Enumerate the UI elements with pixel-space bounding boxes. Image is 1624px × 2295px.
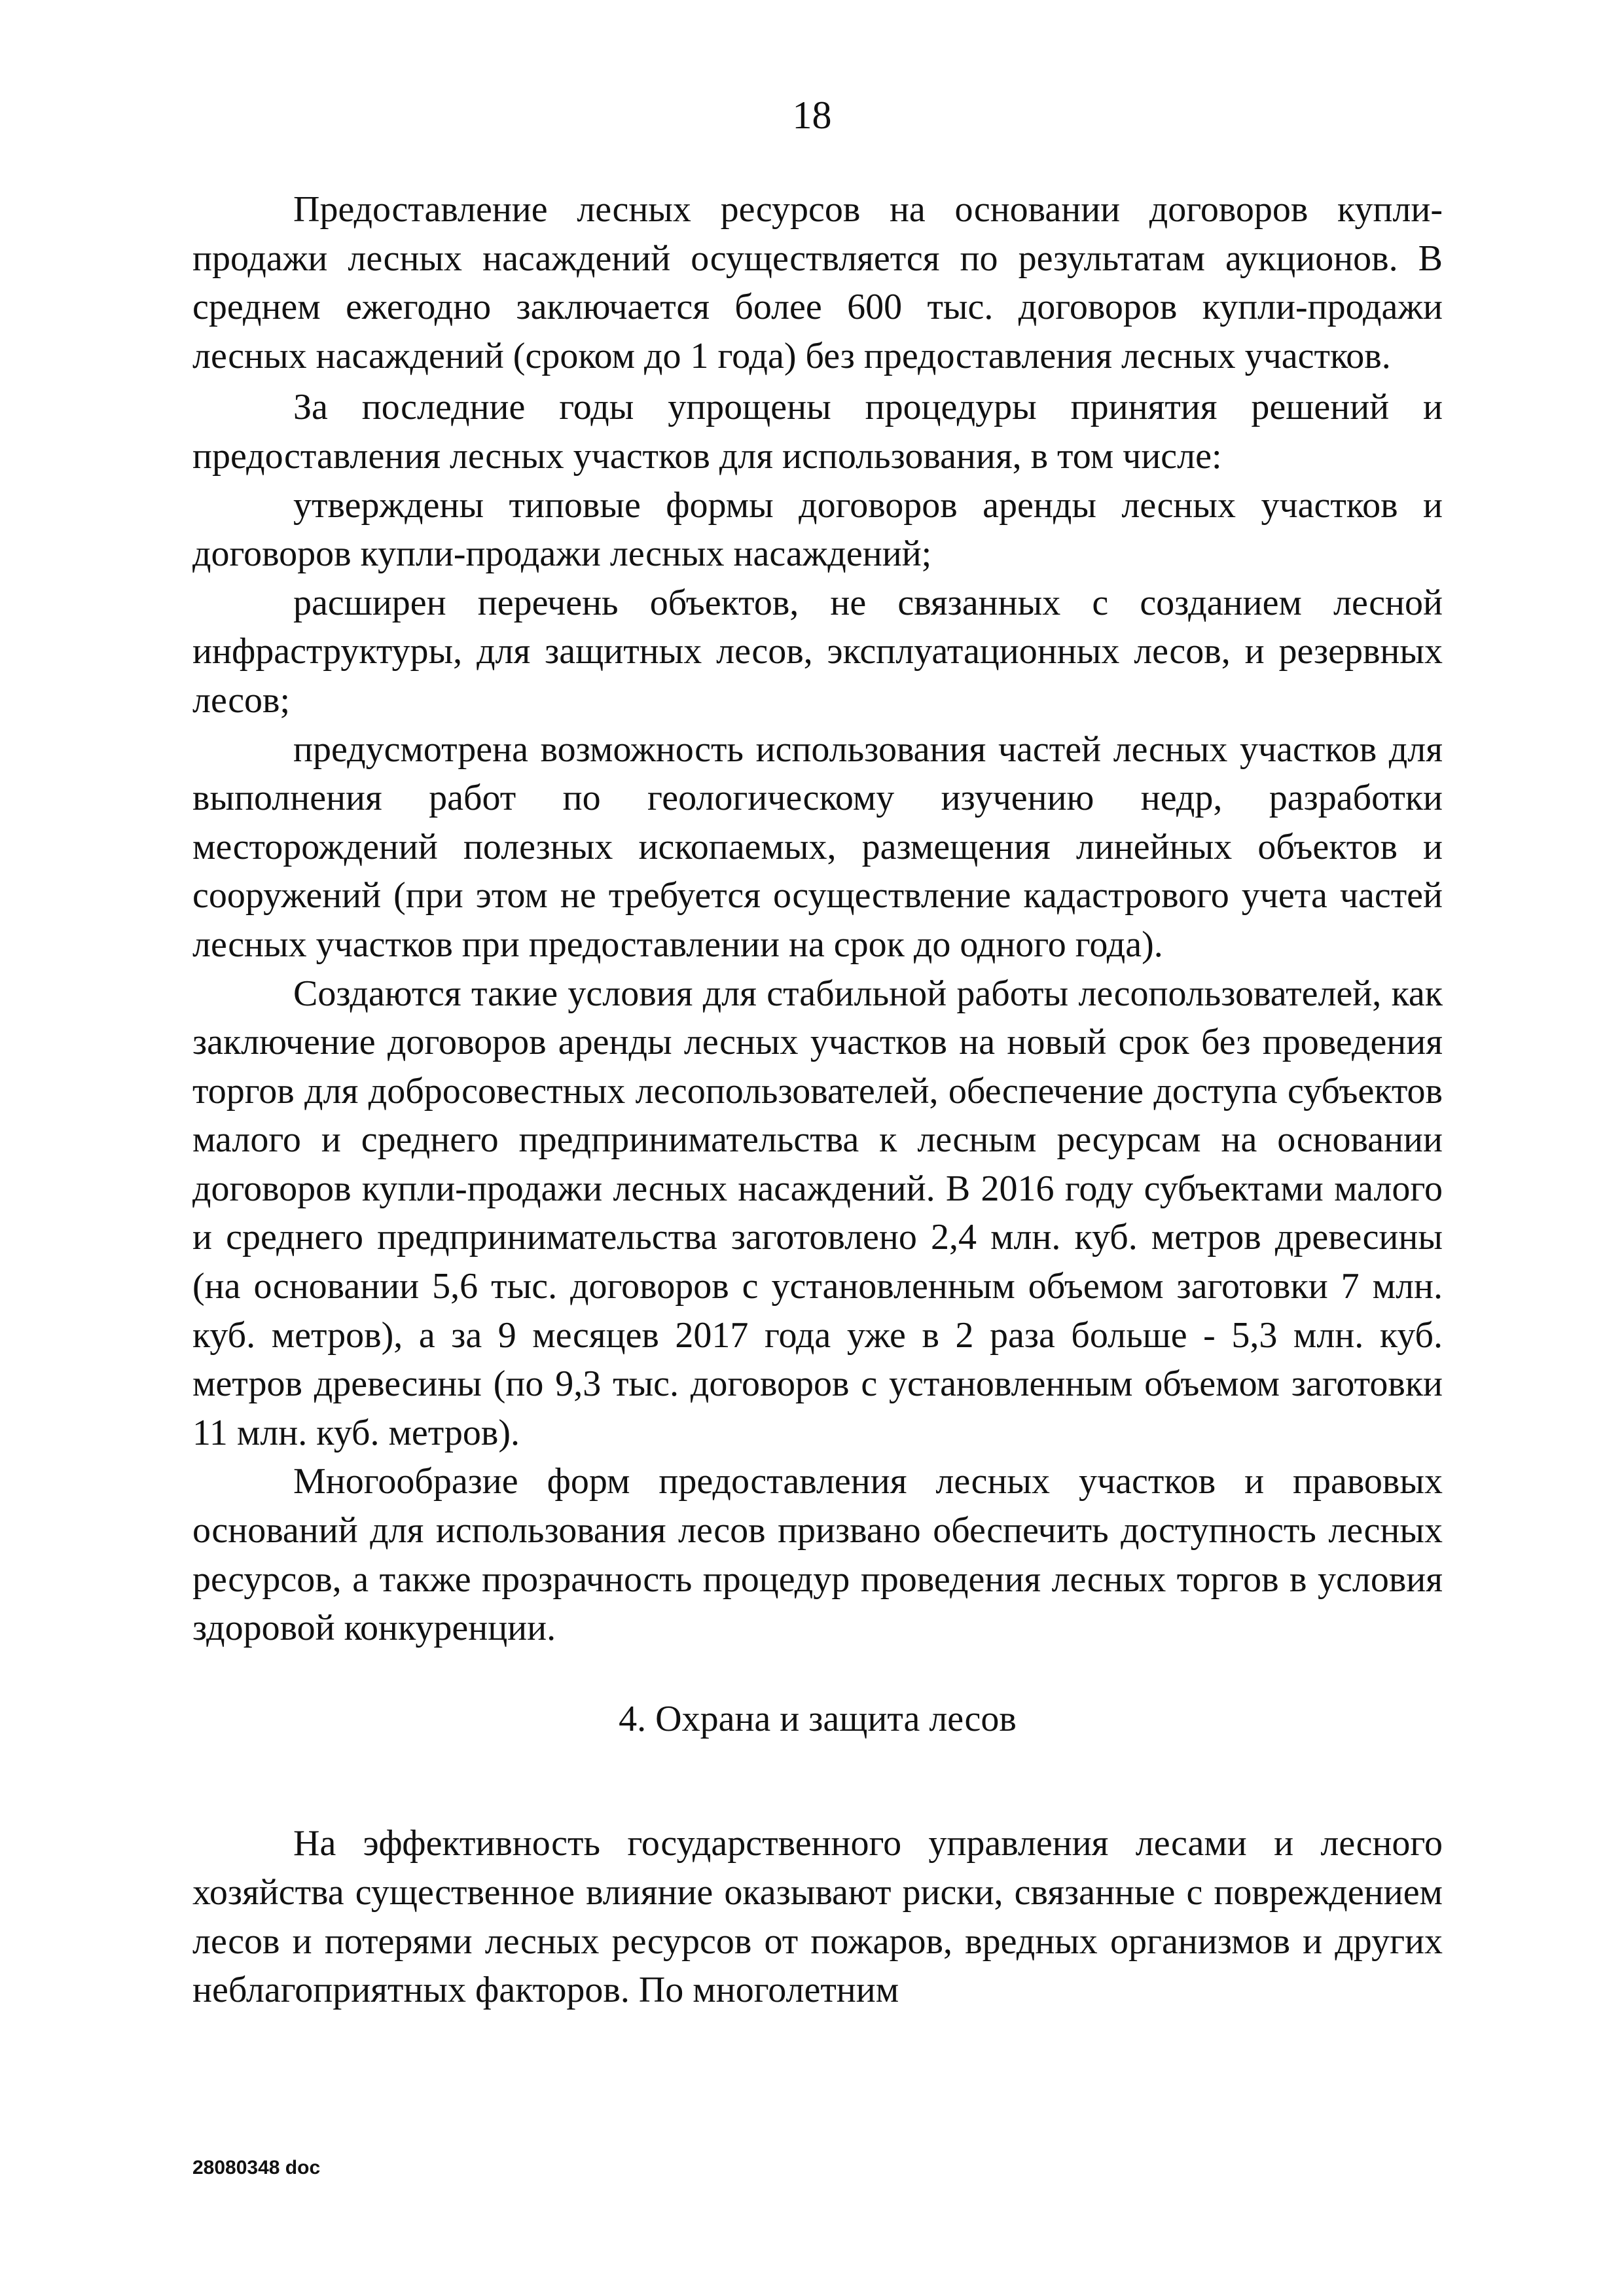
list-item: предусмотрена возможность использования частей лесных участков для выполнения работ по геологическому изучению недр, разработки месторождений полезных ископаемых, размещения линейных объектов и сооружений (при этом не требуется осуществление кадастрового учета частей лесных участков при предоставлении на срок до одного года). bbox=[192, 729, 1443, 965]
section-heading: 4. Охрана и защита лесов bbox=[619, 1698, 1017, 1739]
document-body bbox=[192, 185, 1443, 2015]
list-item: расширен перечень объектов, не связанных с созданием лесной инфраструктуры, для защитных лесов, эксплуатационных лесов, и резервных лесов; bbox=[192, 582, 1443, 721]
paragraph: На эффективность государственного управления лесами и лесного хозяйства существенное влияние оказывают риски, связанные с повреждением лесов и потерями лесных ресурсов от пожаров, вредных организмов и других неблагоприятных факторов. По многолетним bbox=[192, 1823, 1443, 2011]
paragraph: Многообразие форм предоставления лесных участков и правовых оснований для использования лесов призвано обеспечить доступность лесных ресурсов, а также прозрачность процедур проведения лесных торгов в условия здоровой конкуренции. bbox=[192, 1461, 1443, 1649]
document-code: 28080348 doc bbox=[192, 2157, 321, 2178]
paragraph: Создаются такие условия для стабильной работы лесопользователей, как заключение договоров аренды лесных участков на новый срок без проведения торгов для добросовестных лесопользователей, обеспечение доступа субъектов малого и среднего предпринимательства к лесным ресурсам на основании договоров купли-продажи лесных насаждений. В 2016 году субъектами малого и среднего предпринимательства заготовлено 2,4 млн. куб. метров древесины (на основании 5,6 тыс. договоров с установленным объемом заготовки 7 млн. куб. метров), а за 9 месяцев 2017 года уже в 2 раза больше - 5,3 млн. куб. метров древесины (по 9,3 тыс. договоров с установленным объемом заготовки 11 млн. куб. метров). bbox=[192, 973, 1443, 1453]
paragraph: За последние годы упрощены процедуры принятия решений и предоставления лесных участков для использования, в том числе: bbox=[192, 387, 1443, 477]
list-item: утверждены типовые формы договоров аренды лесных участков и договоров купли-продажи лесных насаждений; bbox=[192, 484, 1443, 575]
paragraph: Предоставление лесных ресурсов на основании договоров купли-продажи лесных насаждений осуществляется по результатам аукционов. В среднем ежегодно заключается более 600 тыс. договоров купли-продажи лесных насаждений (сроком до 1 года) без предоставления лесных участков. bbox=[192, 189, 1443, 376]
page-number: 18 bbox=[792, 94, 832, 137]
